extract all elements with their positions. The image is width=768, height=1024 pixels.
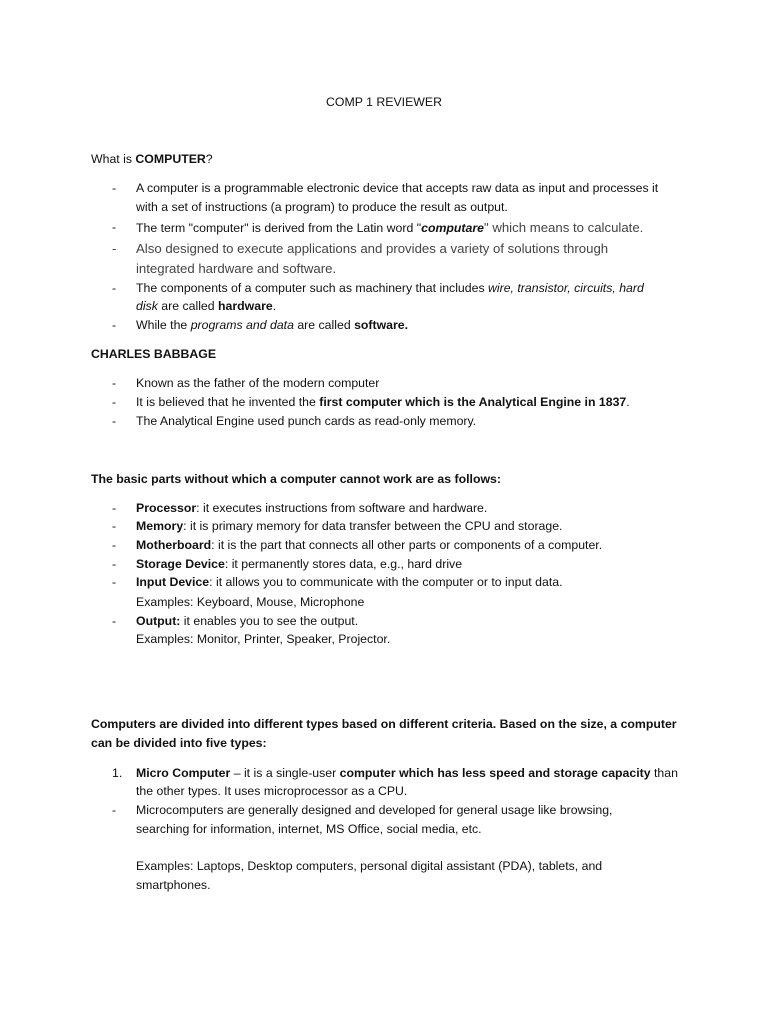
part-input-device: Input Device: it allows you to communicate with the computer or to input data.: [136, 575, 563, 589]
section-what-is-computer-heading: What is COMPUTER?: [91, 152, 213, 166]
hardware-definition-line-1: The components of a computer such as machinery that includes wire, transistor, circuits, hard: [136, 281, 644, 295]
software-definition: While the programs and data are called software.: [136, 318, 409, 332]
bullet-dash: -: [112, 501, 117, 515]
bullet-dash: -: [112, 241, 117, 256]
list-number: 1.: [112, 766, 123, 780]
part-storage-device: Storage Device: it permanently stores data, e.g., hard drive: [136, 557, 463, 571]
bullet-dash: -: [112, 414, 117, 428]
microcomputer-examples-line-1: Examples: Laptops, Desktop computers, personal digital assistant (PDA), tablets, and: [136, 859, 603, 873]
microcomputer-examples-line-2: smartphones.: [136, 878, 211, 892]
part-motherboard: Motherboard: it is the part that connects all other parts or components of a computer.: [136, 538, 603, 552]
babbage-invention: It is believed that he invented the first computer which is the Analytical Engine in 1837.: [136, 395, 630, 409]
microcomputer-usage-line-1: Microcomputers are generally designed and developed for general usage like browsing,: [136, 803, 613, 817]
bullet-dash: -: [112, 281, 117, 295]
computer-definition-line-1: A computer is a programmable electronic device that accepts raw data as input and processes it: [136, 181, 659, 195]
section-computer-types-heading-line-1: Computers are divided into different types based on different criteria. Based on the size, a computer: [91, 717, 677, 731]
hardware-definition-line-2: disk are called hardware.: [136, 299, 277, 313]
bullet-dash: -: [112, 181, 117, 195]
analytical-engine-punch-cards: The Analytical Engine used punch cards as read-only memory.: [136, 414, 477, 428]
computer-applications-line-1: Also designed to execute applications and provides a variety of solutions through: [136, 241, 609, 256]
part-memory: Memory: it is primary memory for data transfer between the CPU and storage.: [136, 519, 563, 533]
bullet-dash: -: [112, 220, 117, 234]
part-output: Output: it enables you to see the output.: [136, 614, 359, 628]
section-charles-babbage-heading: CHARLES BABBAGE: [91, 347, 217, 361]
babbage-father: Known as the father of the modern computer: [136, 376, 380, 390]
computer-applications-line-2: integrated hardware and software.: [136, 261, 337, 276]
part-processor: Processor: it executes instructions from software and hardware.: [136, 501, 488, 515]
bullet-dash: -: [112, 519, 117, 533]
input-device-examples: Examples: Keyboard, Mouse, Microphone: [136, 595, 365, 609]
page-title: COMP 1 REVIEWER: [326, 95, 442, 109]
bullet-dash: -: [112, 318, 117, 332]
section-computer-types-heading-line-2: can be divided into five types:: [91, 736, 267, 750]
computer-definition-line-2: with a set of instructions (a program) to produce the result as output.: [136, 200, 508, 214]
bullet-dash: -: [112, 803, 117, 817]
bullet-dash: -: [112, 538, 117, 552]
section-basic-parts-heading: The basic parts without which a computer cannot work are as follows:: [91, 472, 501, 486]
bullet-dash: -: [112, 376, 117, 390]
micro-computer-definition-line-1: Micro Computer – it is a single-user computer which has less speed and storage capacity than: [136, 766, 678, 780]
bullet-dash: -: [112, 557, 117, 571]
bullet-dash: -: [112, 575, 117, 589]
microcomputer-usage-line-2: searching for information, internet, MS Office, social media, etc.: [136, 822, 482, 836]
bullet-dash: -: [112, 395, 117, 409]
bullet-dash: -: [112, 614, 117, 628]
micro-computer-definition-line-2: the other types. It uses microprocessor as a CPU.: [136, 784, 408, 798]
output-device-examples: Examples: Monitor, Printer, Speaker, Projector.: [136, 632, 391, 646]
computer-etymology: The term "computer" is derived from the Latin word "computare" which means to calculate.: [136, 220, 644, 235]
